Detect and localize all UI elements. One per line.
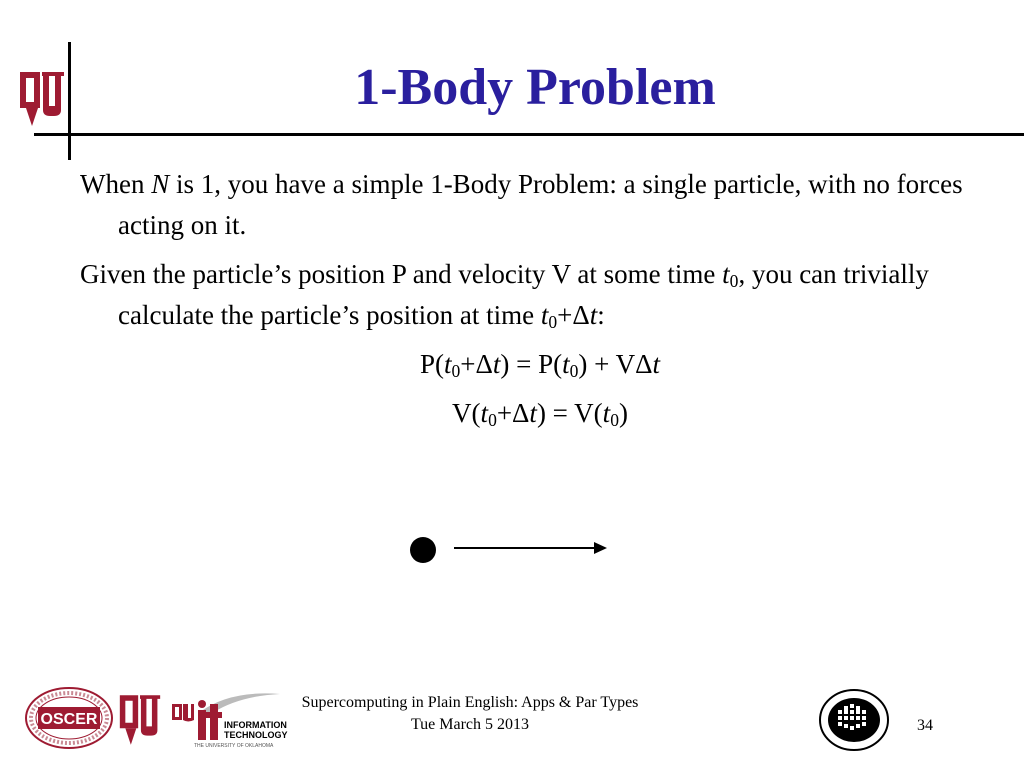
footer-date: Tue March 5 2013 — [410, 716, 530, 733]
paragraph-2: Given the particle’s position P and velocity V at some time $t_0$, you can trivially calculate the particle’s position at time $t_0+\Delta t$: — [80, 259, 929, 332]
svg-text:OSCER: OSCER — [40, 711, 98, 728]
slide-body — [80, 164, 1000, 442]
velocity-arrow-head-icon — [594, 542, 607, 554]
page-number: 34 — [917, 717, 933, 734]
oscer-logo-icon — [24, 686, 114, 750]
svg-text:THE UNIVERSITY OF OKLAHOMA: THE UNIVERSITY OF OKLAHOMA — [194, 743, 274, 749]
horizontal-rule — [34, 133, 1024, 136]
particle-dot-icon — [410, 537, 436, 563]
ou-small-logo-icon — [118, 690, 162, 750]
footer-caption — [230, 692, 710, 736]
footer-course-title: Supercomputing in Plain English: Apps & Par Types — [301, 694, 639, 711]
slide-title: 1-Body Problem — [354, 59, 716, 116]
equation-position: $P(t_0+\Delta t) = P(t_0) + V\Delta t$ — [419, 349, 661, 381]
svg-text:INFORMATION: INFORMATION — [224, 720, 287, 730]
equation-velocity: $V(t_0+\Delta t) = V(t_0)$ — [452, 398, 628, 430]
svg-text:TECHNOLOGY: TECHNOLOGY — [224, 730, 288, 740]
supercomputing-logo-icon — [818, 688, 890, 752]
paragraph-1: When N is 1, you have a simple 1-Body Problem: a single particle, with no forces acting on it. — [80, 169, 963, 240]
particle-diagram — [400, 530, 620, 570]
